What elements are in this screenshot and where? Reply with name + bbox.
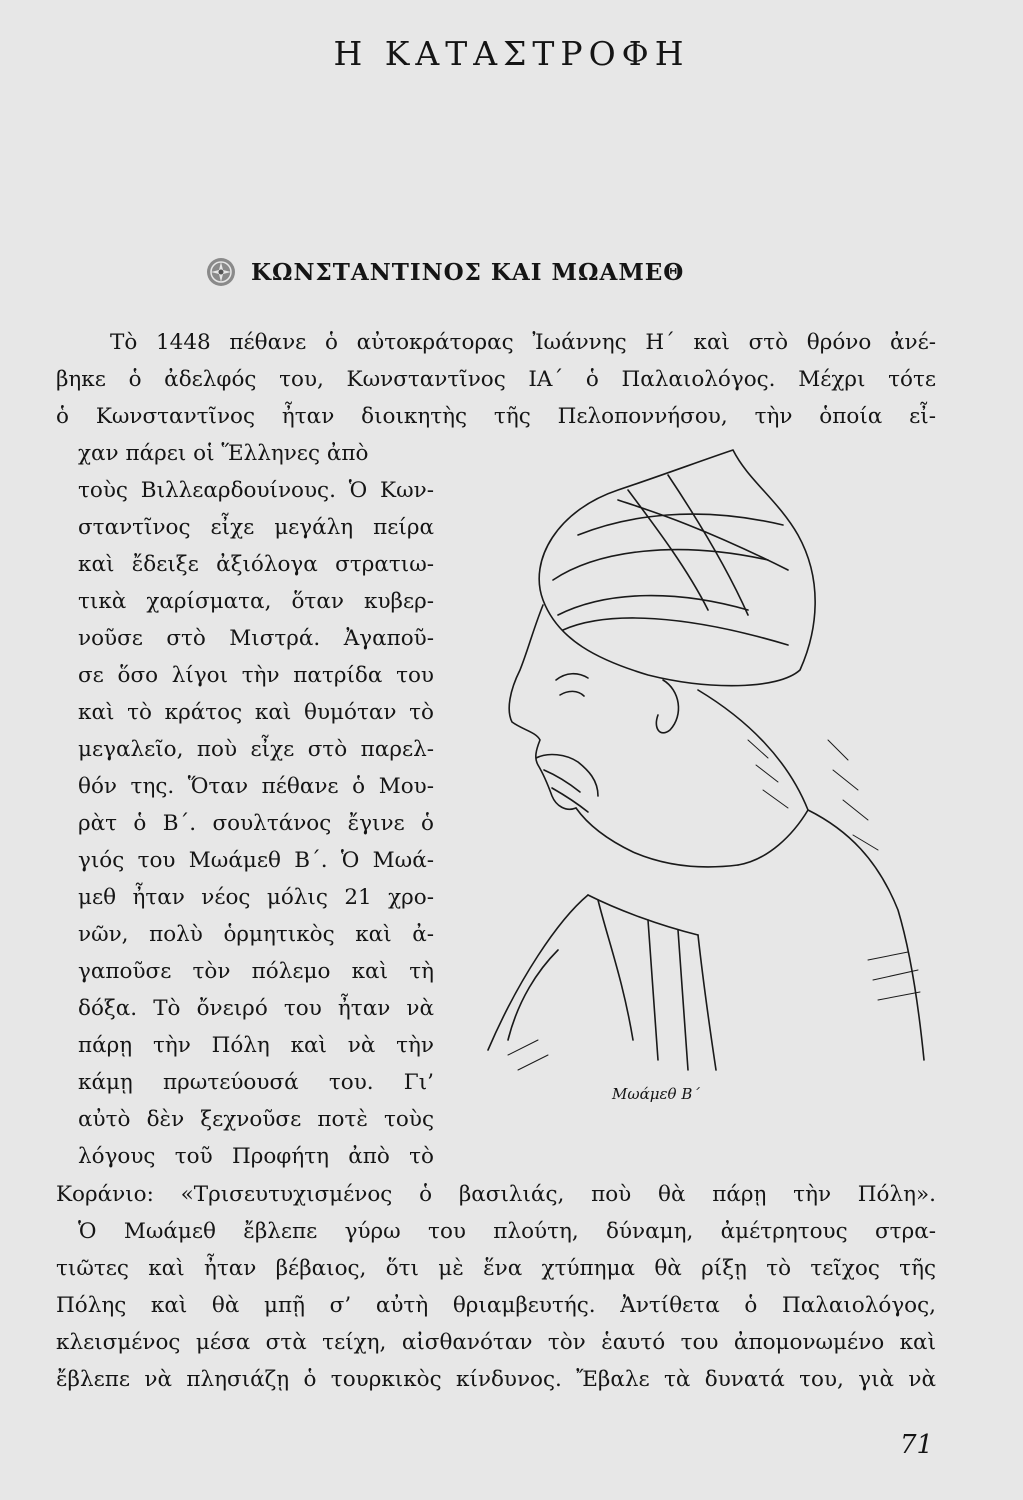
- text-line: χαν πάρει οἱ Ἕλληνες ἀπὸ: [78, 441, 369, 466]
- text-line: Κοράνιο: «Τρισευτυχισμένος ὁ βασιλιάς, ποὺ θὰ πάρῃ τὴν Πόλη».: [56, 1182, 936, 1207]
- text-line: νοῦσε στὸ Μιστρά. Ἀγαποῦ-: [78, 626, 434, 651]
- text-line: τιῶτες καὶ ἦταν βέβαιος, ὅτι μὲ ἕνα χτύπημα θὰ ρίξῃ τὸ τεῖχος τῆς: [56, 1256, 936, 1281]
- portrait-sketch-mehmed: [448, 440, 938, 1090]
- text-line: μεγαλεῖο, ποὺ εἶχε στὸ παρελ-: [78, 737, 434, 762]
- text-line: θόν της. Ὅταν πέθανε ὁ Μου-: [78, 774, 434, 799]
- section-heading: [205, 256, 684, 288]
- portrait-caption: Μωάμεθ Β΄: [612, 1085, 700, 1103]
- text-line: λόγους τοῦ Προφήτη ἀπὸ τὸ: [78, 1144, 434, 1169]
- text-line: σε ὅσο λίγοι τὴν πατρίδα του: [78, 663, 434, 688]
- text-line: γιός του Μωάμεθ Β΄. Ὁ Μωά-: [78, 848, 434, 873]
- text-line: τοὺς Βιλλεαρδουίνους. Ὁ Κων-: [78, 478, 434, 503]
- text-line: μεθ ἦταν νέος μόλις 21 χρο-: [78, 885, 434, 910]
- text-line: καὶ τὸ κράτος καὶ θυμόταν τὸ: [78, 700, 434, 725]
- section-title: ΚΩΝΣΤΑΝΤΙΝΟΣ ΚΑΙ ΜΩΑΜΕΘ: [251, 258, 685, 286]
- text-line: Τὸ 1448 πέθανε ὁ αὐτοκράτορας Ἰωάννης Η΄ καὶ στὸ θρόνο ἀνέ-: [110, 330, 936, 355]
- text-line: πάρῃ τὴν Πόλη καὶ νὰ τὴν: [78, 1033, 434, 1058]
- text-line: τικὰ χαρίσματα, ὅταν κυβερ-: [78, 589, 434, 614]
- text-line: κάμῃ πρωτεύουσά του. Γι’: [78, 1070, 434, 1095]
- text-line: ρὰτ ὁ Β΄. σουλτάνος ἔγινε ὁ: [78, 811, 434, 836]
- rosette-ornament-icon: [205, 256, 237, 288]
- text-line: γαποῦσε τὸν πόλεμο καὶ τὴ: [78, 959, 434, 984]
- text-line: αὐτὸ δὲν ξεχνοῦσε ποτὲ τοὺς: [78, 1107, 434, 1132]
- text-line: σταντῖνος εἶχε μεγάλη πείρα: [78, 515, 434, 540]
- chapter-title: Η ΚΑΤΑΣΤΡΟΦΗ: [333, 34, 690, 73]
- text-line: Ὁ Μωάμεθ ἔβλεπε γύρω του πλούτη, δύναμη, ἀμέτρητους στρα-: [78, 1219, 936, 1244]
- text-line: νῶν, πολὺ ὁρμητικὸς καὶ ἀ-: [78, 922, 434, 947]
- text-line: καὶ ἔδειξε ἀξιόλογα στρατιω-: [78, 552, 434, 577]
- text-line: ἔβλεπε νὰ πλησιάζῃ ὁ τουρκικὸς κίνδυνος. Ἔβαλε τὰ δυνατά του, γιὰ νὰ: [56, 1367, 936, 1392]
- text-line: δόξα. Τὸ ὄνειρό του ἦταν νὰ: [78, 996, 434, 1021]
- page-number: 71: [900, 1430, 934, 1460]
- text-line: κλεισμένος μέσα στὰ τείχη, αἰσθανόταν τὸν ἑαυτό του ἀπομονωμένο καὶ: [56, 1330, 936, 1355]
- text-line: ὁ Κωνσταντῖνος ἦταν διοικητὴς τῆς Πελοποννήσου, τὴν ὁποία εἶ-: [56, 404, 936, 429]
- text-line: Πόλης καὶ θὰ μπῇ σ’ αὐτὴ θριαμβευτής. Ἀντίθετα ὁ Παλαιολόγος,: [56, 1293, 936, 1318]
- text-line: βηκε ὁ ἀδελφός του, Κωνσταντῖνος ΙΑ΄ ὁ Παλαιολόγος. Μέχρι τότε: [56, 367, 936, 392]
